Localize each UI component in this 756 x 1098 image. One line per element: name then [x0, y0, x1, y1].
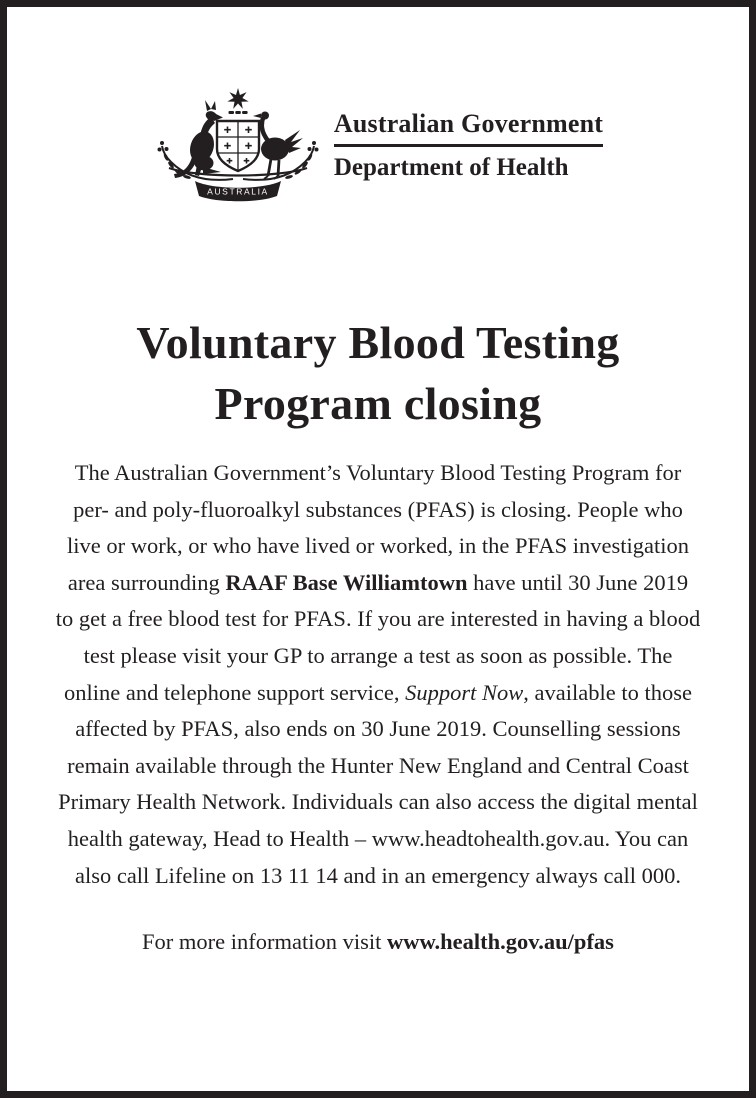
body-line — [7, 784, 749, 821]
body-segment: test please visit your GP to arrange a test as soon as possible. The — [83, 642, 673, 668]
masthead — [7, 86, 749, 204]
shield-icon — [217, 121, 259, 171]
body-line — [7, 455, 749, 492]
body-segment: remain available through the Hunter New England and Central Coast — [67, 752, 689, 778]
body-segment: have until 30 June 2019 — [467, 569, 689, 595]
footer-note — [7, 927, 749, 957]
australia-banner — [195, 181, 281, 201]
body-line — [7, 638, 749, 675]
australia-banner-label: AUSTRALIA — [207, 186, 269, 197]
body-segment: live or work, or who have lived or worked, in the PFAS investigation — [67, 533, 689, 559]
body-segment: online and telephone support service, — [63, 679, 406, 705]
masthead-divider — [334, 144, 603, 147]
body-segment: , available to those — [523, 679, 692, 705]
australian-coat-of-arms-icon — [153, 86, 323, 204]
masthead-text — [334, 110, 603, 181]
body-line — [7, 711, 749, 748]
body-segment: Primary Health Network. Individuals can also access the digital mental — [58, 789, 698, 815]
body-segment: to get a free blood test for PFAS. If you are interested in having a blood — [55, 606, 701, 632]
body-segment-bold: RAAF Base Williamtown — [225, 569, 468, 595]
body-segment-italic: Support Now — [405, 679, 524, 705]
body-segment: health gateway, Head to Health – www.headtohealth.gov.au. You can — [67, 825, 689, 851]
body-segment: area surrounding — [67, 569, 226, 595]
body-line — [7, 601, 749, 638]
government-title: Australian Government — [333, 108, 604, 138]
page-title-line-1: Voluntary Blood Testing — [136, 317, 620, 368]
body-segment: The Australian Government’s Voluntary Blood Testing Program for — [74, 460, 682, 485]
body-line — [7, 565, 749, 602]
commonwealth-star-icon — [227, 88, 248, 109]
body-line — [7, 748, 749, 785]
crest-wreath — [228, 111, 247, 114]
page-title-line-2: Program closing — [214, 378, 542, 429]
body-line — [7, 675, 749, 712]
kangaroo-icon — [174, 100, 223, 178]
body-line — [7, 528, 749, 565]
page-title — [7, 312, 749, 434]
department-title: Department of Health — [333, 153, 569, 181]
body-segment: also call Lifeline on 13 11 14 and in an emergency always call 000. — [74, 862, 682, 888]
body-segment: affected by PFAS, also ends on 30 June 2019. Counselling sessions — [75, 716, 681, 742]
body-text — [7, 455, 749, 894]
body-line — [7, 858, 749, 895]
body-line — [7, 492, 749, 529]
body-segment: per- and poly-fluoroalkyl substances (PFAS) is closing. People who — [73, 496, 683, 522]
body-line — [7, 821, 749, 858]
footer-url: www.health.gov.au/pfas — [387, 929, 614, 955]
footer-prefix: For more information visit — [142, 929, 388, 955]
